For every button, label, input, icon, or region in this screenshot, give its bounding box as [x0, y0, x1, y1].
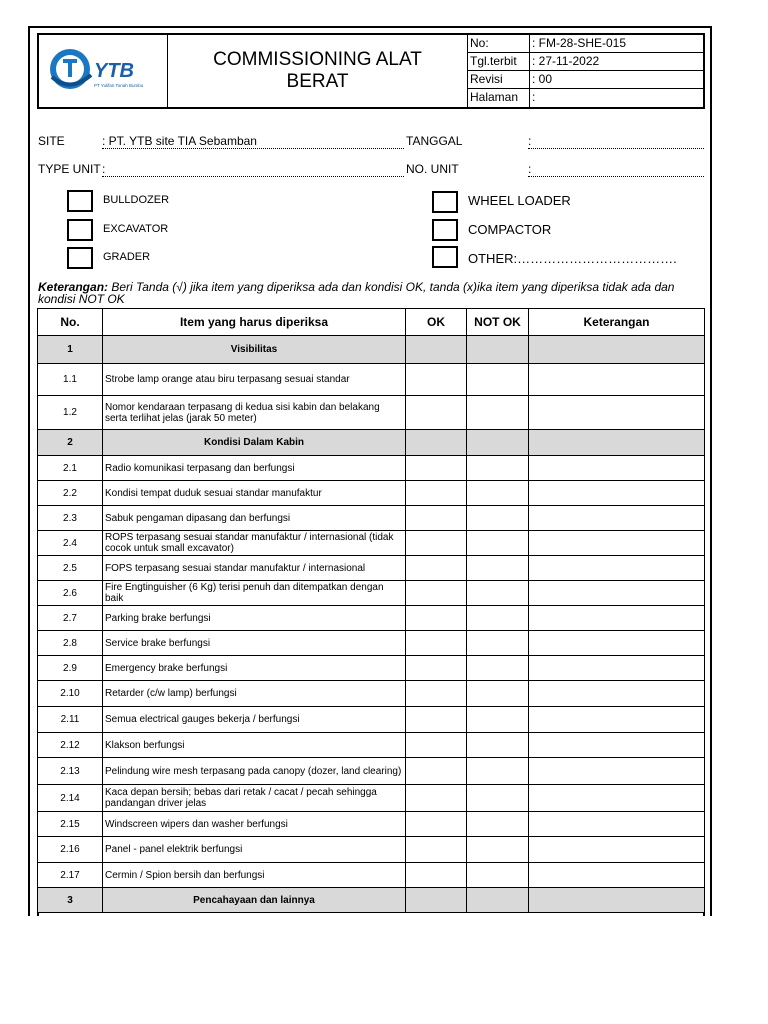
ytb-logo-icon [39, 35, 164, 105]
row-item: Panel - panel elektrik berfungsi [103, 837, 406, 863]
table-row [38, 481, 705, 506]
ok-cell[interactable] [406, 733, 467, 758]
col-notes-header: Keterangan [529, 309, 705, 336]
row-item: Nomor kendaraan terpasang di kedua sisi kabin dan belakang serta terlihat jelas (jarak 50 meter) [103, 396, 406, 430]
row-number: 2 [38, 430, 103, 456]
table-row [38, 863, 705, 888]
meta-row-no [468, 35, 703, 53]
ok-cell[interactable] [406, 531, 467, 556]
row-item: Cermin / Spion bersih dan berfungsi [103, 863, 406, 888]
title-line-1: COMMISSIONING ALAT [213, 49, 422, 70]
row-item: Kondisi tempat duduk sesuai standar manufaktur [103, 481, 406, 506]
notes-cell[interactable] [529, 364, 705, 396]
row-item: Kondisi Dalam Kabin [103, 430, 406, 456]
not-ok-cell[interactable] [467, 606, 529, 631]
notes-cell[interactable] [529, 631, 705, 656]
ok-cell[interactable] [406, 681, 467, 707]
not-ok-cell[interactable] [467, 837, 529, 863]
table-row [38, 837, 705, 863]
ok-cell[interactable] [406, 837, 467, 863]
not-ok-cell[interactable] [467, 681, 529, 707]
grader-checkbox[interactable] [67, 247, 93, 269]
ok-cell[interactable] [406, 456, 467, 481]
row-item: ROPS terpasang sesuai standar manufaktur / internasional (tidak cocok untuk small excavator) [103, 531, 406, 556]
ok-cell[interactable] [406, 758, 467, 785]
row-item: Klakson berfungsi [103, 733, 406, 758]
table-row [38, 733, 705, 758]
table-edge-left [37, 912, 39, 916]
grader-label: GRADER [103, 251, 151, 263]
excavator-label: EXCAVATOR [103, 223, 169, 235]
site-field[interactable]: : PT. YTB site TIA Sebamban [102, 134, 404, 149]
not-ok-cell[interactable] [467, 364, 529, 396]
row-number: 2.15 [38, 812, 103, 837]
ok-cell[interactable] [406, 812, 467, 837]
notes-cell[interactable] [529, 396, 705, 430]
notes-cell[interactable] [529, 733, 705, 758]
table-row [38, 631, 705, 656]
table-row [38, 606, 705, 631]
notes-cell[interactable] [529, 681, 705, 707]
ok-cell[interactable] [406, 631, 467, 656]
row-number: 2.4 [38, 531, 103, 556]
notes-cell[interactable] [529, 481, 705, 506]
compactor-label: COMPACTOR [468, 222, 552, 237]
row-number: 2.16 [38, 837, 103, 863]
meta-value: : [532, 90, 536, 104]
not-ok-cell[interactable] [467, 531, 529, 556]
section-row [38, 430, 705, 456]
meta-row-page [468, 89, 703, 107]
ok-cell[interactable] [406, 863, 467, 888]
table-row [38, 456, 705, 481]
row-item: Sabuk pengaman dipasang dan berfungsi [103, 506, 406, 531]
notes-cell[interactable] [529, 863, 705, 888]
row-number: 2.14 [38, 785, 103, 812]
row-number: 2.11 [38, 707, 103, 733]
ok-cell[interactable] [406, 785, 467, 812]
notes-cell[interactable] [529, 506, 705, 531]
col-no-header: No. [38, 309, 103, 336]
table-row [38, 531, 705, 556]
ok-cell[interactable] [406, 396, 467, 430]
table-row [38, 785, 705, 812]
not-ok-cell[interactable] [467, 758, 529, 785]
row-item: Emergency brake berfungsi [103, 656, 406, 681]
not-ok-cell[interactable] [467, 456, 529, 481]
logo-text: YTB [94, 60, 134, 82]
table-row [38, 364, 705, 396]
meta-key: Revisi [468, 71, 530, 88]
table-edge-right [703, 912, 705, 916]
title-line-2: BERAT [286, 71, 349, 92]
row-item: Kaca depan bersih; bebas dari retak / cacat / pecah sehingga pandangan driver jelas [103, 785, 406, 812]
ok-cell [406, 430, 467, 456]
table-row [38, 707, 705, 733]
row-number: 1 [38, 336, 103, 364]
row-number: 2.6 [38, 581, 103, 606]
row-item: Pencahayaan dan lainnya [103, 888, 406, 913]
site-label: SITE [38, 134, 65, 148]
company-logo [39, 35, 168, 107]
notes-cell[interactable] [529, 606, 705, 631]
section-row [38, 336, 705, 364]
row-number: 2.2 [38, 481, 103, 506]
row-item: FOPS terpasang sesuai standar manufaktur / internasional [103, 556, 406, 581]
form-header [37, 33, 705, 109]
notes-cell[interactable] [529, 456, 705, 481]
type-unit-label: TYPE UNIT [38, 162, 101, 176]
not-ok-cell [467, 430, 529, 456]
table-row [38, 556, 705, 581]
not-ok-cell[interactable] [467, 556, 529, 581]
not-ok-cell[interactable] [467, 631, 529, 656]
row-number: 2.8 [38, 631, 103, 656]
row-item: Visibilitas [103, 336, 406, 364]
table-row [38, 396, 705, 430]
row-number: 2.12 [38, 733, 103, 758]
not-ok-cell[interactable] [467, 396, 529, 430]
row-item: Parking brake berfungsi [103, 606, 406, 631]
row-item: Pelindung wire mesh terpasang pada canopy (dozer, land clearing) [103, 758, 406, 785]
ok-cell [406, 336, 467, 364]
wheel-loader-label: WHEEL LOADER [468, 193, 571, 208]
notes-cell [529, 430, 705, 456]
form-title [168, 35, 468, 107]
ok-cell[interactable] [406, 656, 467, 681]
row-item: Radio komunikasi terpasang dan berfungsi [103, 456, 406, 481]
table-row [38, 581, 705, 606]
other-label: OTHER:………………………………. [468, 251, 677, 266]
meta-key: No: [468, 35, 530, 52]
note-label: Keterangan: [38, 280, 109, 294]
not-ok-cell[interactable] [467, 506, 529, 531]
meta-value: : 00 [532, 72, 553, 86]
row-number: 2.3 [38, 506, 103, 531]
not-ok-cell[interactable] [467, 812, 529, 837]
table-row [38, 681, 705, 707]
row-number: 2.5 [38, 556, 103, 581]
note-text: Beri Tanda (√) jika item yang diperiksa ada dan kondisi OK, tanda (x)ika item yang diperiksa tidak ada dan kondisi NOT OK [38, 280, 675, 306]
checklist-table [37, 308, 705, 913]
table-row [38, 506, 705, 531]
row-number: 2.1 [38, 456, 103, 481]
wheel-loader-checkbox[interactable] [432, 191, 458, 213]
instructions-note [38, 281, 706, 305]
notes-cell[interactable] [529, 758, 705, 785]
row-number: 2.13 [38, 758, 103, 785]
not-ok-cell[interactable] [467, 733, 529, 758]
no-unit-field[interactable]: : [528, 162, 704, 177]
ok-cell[interactable] [406, 606, 467, 631]
bulldozer-label: BULLDOZER [103, 194, 170, 206]
logo-tagline: PT Yulifan Tonah Bumbu [94, 83, 144, 88]
not-ok-cell[interactable] [467, 581, 529, 606]
row-number: 3 [38, 888, 103, 913]
col-ok-header: OK [406, 309, 467, 336]
row-number: 2.7 [38, 606, 103, 631]
notes-cell [529, 888, 705, 913]
not-ok-cell[interactable] [467, 785, 529, 812]
other-checkbox[interactable] [432, 246, 458, 268]
ok-cell [406, 888, 467, 913]
table-row [38, 758, 705, 785]
not-ok-cell[interactable] [467, 656, 529, 681]
notes-cell[interactable] [529, 785, 705, 812]
notes-cell[interactable] [529, 837, 705, 863]
meta-key: Tgl.terbit [468, 53, 530, 70]
notes-cell[interactable] [529, 812, 705, 837]
notes-cell[interactable] [529, 581, 705, 606]
notes-cell[interactable] [529, 531, 705, 556]
ok-cell[interactable] [406, 506, 467, 531]
not-ok-cell [467, 336, 529, 364]
meta-key: Halaman [468, 89, 530, 107]
tanggal-label: TANGGAL [406, 134, 463, 148]
row-item: Strobe lamp orange atau biru terpasang sesuai standar [103, 364, 406, 396]
table-row [38, 656, 705, 681]
notes-cell[interactable] [529, 707, 705, 733]
ok-cell[interactable] [406, 581, 467, 606]
document-meta [468, 35, 703, 107]
section-row [38, 888, 705, 913]
row-number: 2.9 [38, 656, 103, 681]
not-ok-cell[interactable] [467, 481, 529, 506]
notes-cell[interactable] [529, 556, 705, 581]
meta-row-date [468, 53, 703, 71]
ok-cell[interactable] [406, 481, 467, 506]
row-number: 2.17 [38, 863, 103, 888]
ok-cell[interactable] [406, 707, 467, 733]
ok-cell[interactable] [406, 364, 467, 396]
ok-cell[interactable] [406, 556, 467, 581]
meta-row-revision [468, 71, 703, 89]
type-unit-field[interactable]: : [102, 162, 404, 177]
row-item: Fire Engtinguisher (6 Kg) terisi penuh dan ditempatkan dengan baik [103, 581, 406, 606]
table-header-row [38, 309, 705, 336]
tanggal-field[interactable]: : [528, 134, 704, 149]
notes-cell[interactable] [529, 656, 705, 681]
row-item: Retarder (c/w lamp) berfungsi [103, 681, 406, 707]
not-ok-cell[interactable] [467, 707, 529, 733]
meta-value: : FM-28-SHE-015 [532, 36, 627, 50]
notes-cell [529, 336, 705, 364]
row-number: 1.1 [38, 364, 103, 396]
row-number: 2.10 [38, 681, 103, 707]
not-ok-cell[interactable] [467, 863, 529, 888]
excavator-checkbox[interactable] [67, 219, 93, 241]
compactor-checkbox[interactable] [432, 219, 458, 241]
bulldozer-checkbox[interactable] [67, 190, 93, 212]
not-ok-cell [467, 888, 529, 913]
table-row [38, 812, 705, 837]
col-not-ok-header: NOT OK [467, 309, 529, 336]
col-item-header: Item yang harus diperiksa [103, 309, 406, 336]
row-item: Service brake berfungsi [103, 631, 406, 656]
meta-value: : 27-11-2022 [532, 54, 600, 68]
row-number: 1.2 [38, 396, 103, 430]
row-item: Semua electrical gauges bekerja / berfungsi [103, 707, 406, 733]
row-item: Windscreen wipers dan washer berfungsi [103, 812, 406, 837]
no-unit-label: NO. UNIT [406, 162, 459, 176]
